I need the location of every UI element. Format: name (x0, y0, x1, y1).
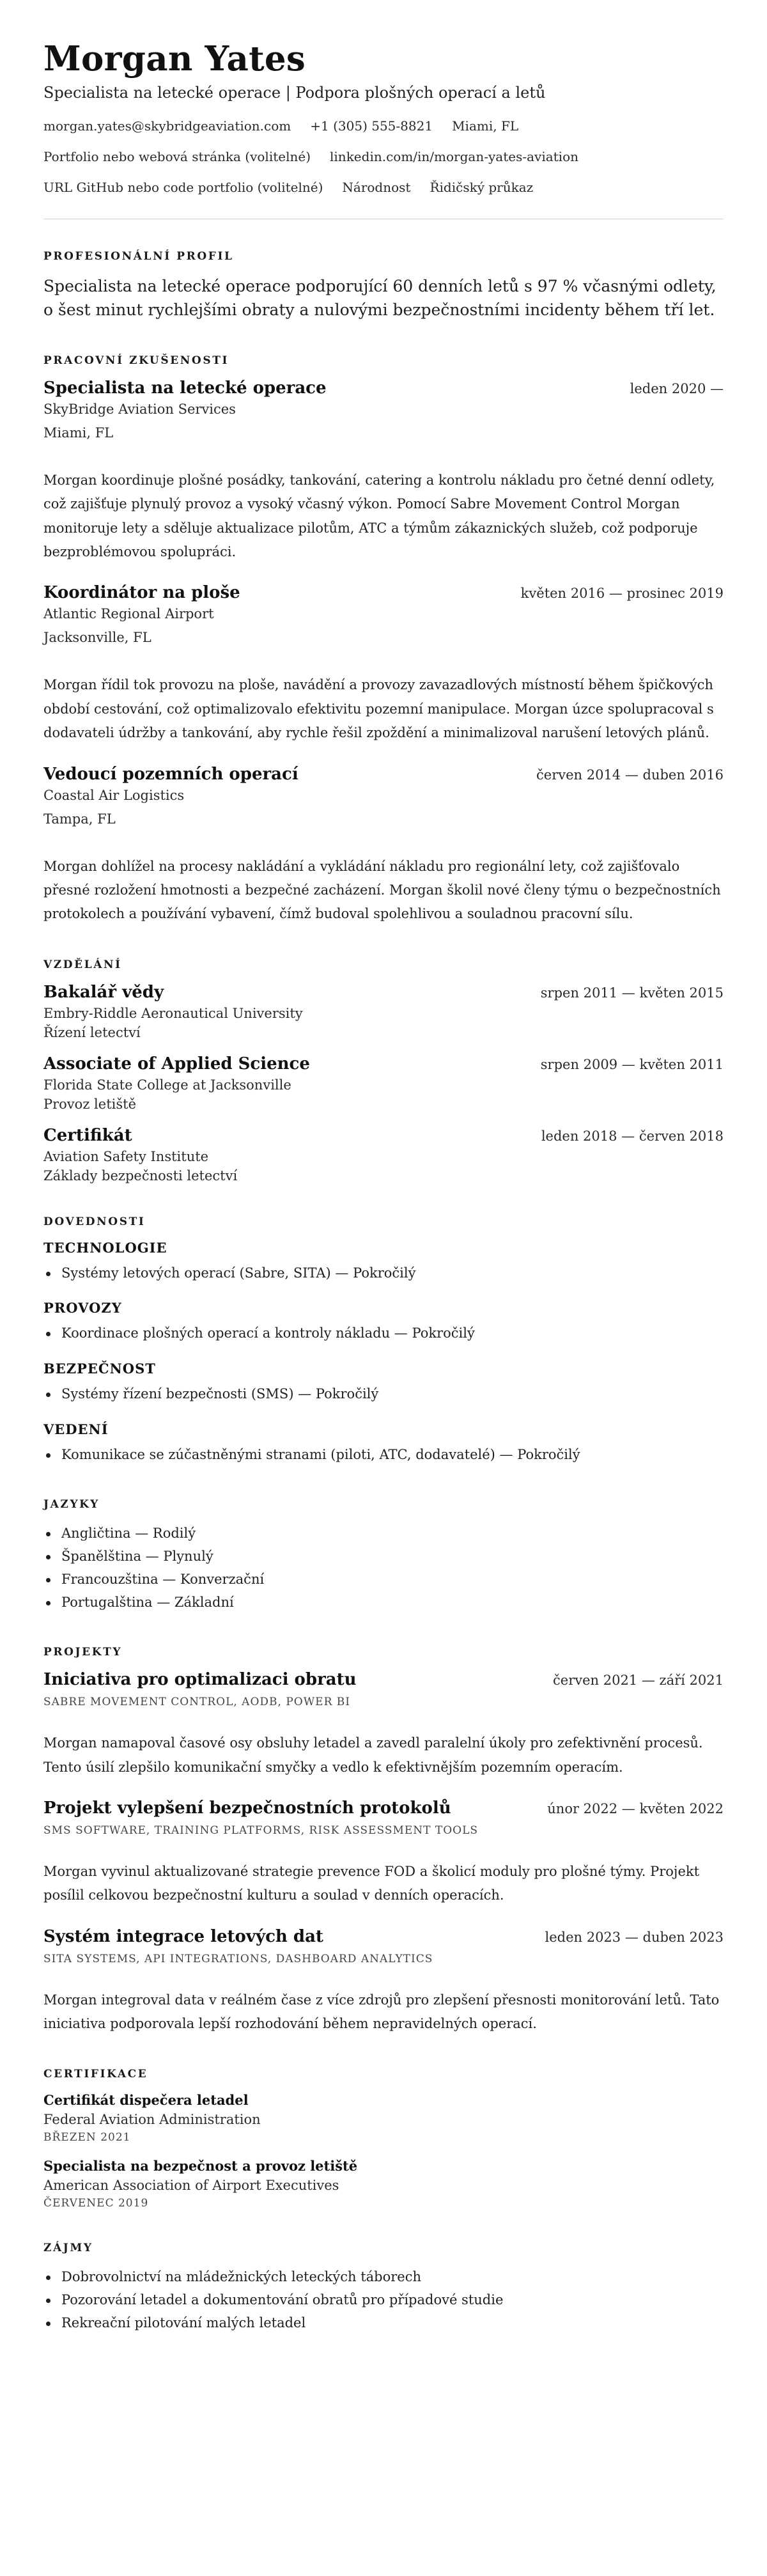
job-company: SkyBridge Aviation Services (43, 401, 236, 417)
section-title-profile: PROFESIONÁLNÍ PROFIL (43, 249, 234, 263)
field-of-study: Provoz letiště (43, 1096, 137, 1112)
degree-title: Associate of Applied Science (43, 1054, 310, 1073)
experience-section (43, 354, 724, 926)
project-dates: únor 2022 — květen 2022 (547, 1800, 724, 1816)
contact-links-row (43, 148, 724, 165)
certification-entry (43, 2158, 724, 2210)
contact-license: Řidičský průkaz (430, 179, 534, 195)
contact-github[interactable]: URL GitHub nebo code portfolio (volitelné) (43, 179, 323, 195)
interest-list (43, 2266, 724, 2334)
contact-row (43, 118, 724, 134)
education-entry (43, 983, 724, 1040)
section-title-experience: PRACOVNÍ ZKUŠENOSTI (43, 354, 229, 367)
language-item: Španělština — Plynulý (43, 1545, 724, 1568)
job-company: Coastal Air Logistics (43, 787, 185, 803)
skill-group-title: VEDENÍ (43, 1421, 109, 1437)
skill-group-title: BEZPEČNOST (43, 1361, 156, 1377)
school-name: Florida State College at Jacksonville (43, 1077, 291, 1093)
education-dates: leden 2018 — červen 2018 (541, 1128, 724, 1144)
profile-section (43, 250, 724, 322)
project-technologies: SITA SYSTEMS, API INTEGRATIONS, DASHBOARD ANALYTICS (43, 1952, 433, 1965)
job-title: Koordinátor na ploše (43, 583, 240, 603)
education-entry (43, 1126, 724, 1183)
education-dates: srpen 2009 — květen 2011 (540, 1056, 724, 1072)
contact-portfolio[interactable]: Portfolio nebo webová stránka (volitelné) (43, 148, 311, 164)
skill-list (43, 1383, 724, 1406)
interest-item: Rekreační pilotování malých letadel (43, 2312, 724, 2335)
skill-group-title: TECHNOLOGIE (43, 1239, 167, 1256)
job-description: Morgan řídil tok provozu na ploše, navádění a provozy zavazadlových místností během špičkových období cestování, což optimalizovalo efektivitu pozemní manipulace. Morgan úzce spolupracoval s dodavateli údržby a tankování, aby rychle řešil zpoždění a minimalizoval narušení letových plánů. (43, 677, 714, 741)
project-technologies: SABRE MOVEMENT CONTROL, AODB, POWER BI (43, 1696, 350, 1709)
skill-group-title: PROVOZY (43, 1300, 122, 1316)
contact-phone[interactable]: +1 (305) 555-8821 (310, 118, 433, 134)
certification-date: BŘEZEN 2021 (43, 2131, 131, 2144)
experience-entry (43, 379, 724, 565)
project-description: Morgan vyvinul aktualizované strategie prevence FOD a školicí moduly pro plošné týmy. Projekt posílil celkovou bezpečnostní kulturu a soulad v denních operacích. (43, 1863, 700, 1903)
job-description: Morgan dohlížel na procesy nakládání a vykládání nákladu pro regionální lety, což zajišťovalo přesné rozložení hmotnosti a bezpečné zacházení. Morgan školil nové členy týmu o bezpečnostních protokolech a používání vybavení, čímž budoval spolehlivou a souladnou pracovní sílu. (43, 858, 721, 922)
skills-section (43, 1215, 724, 1467)
education-section (43, 958, 724, 1183)
language-item: Angličtina — Rodilý (43, 1522, 724, 1545)
contact-linkedin[interactable]: linkedin.com/in/morgan-yates-aviation (330, 148, 578, 164)
project-entry (43, 1799, 724, 1908)
skill-list (43, 1262, 724, 1285)
certification-issuer: Federal Aviation Administration (43, 2112, 261, 2128)
project-technologies: SMS SOFTWARE, TRAINING PLATFORMS, RISK ASSESSMENT TOOLS (43, 1823, 479, 1837)
certification-title: Specialista na bezpečnost a provoz letiště (43, 2158, 358, 2174)
project-entry (43, 1670, 724, 1779)
job-dates: květen 2016 — prosinec 2019 (520, 586, 724, 602)
job-location: Tampa, FL (43, 811, 116, 827)
certification-entry (43, 2092, 724, 2144)
education-entry (43, 1054, 724, 1112)
skill-list (43, 1444, 724, 1467)
degree-title: Bakalář vědy (43, 982, 164, 1002)
contact-email[interactable]: morgan.yates@skybridgeaviation.com (43, 118, 291, 134)
certifications-section (43, 2068, 724, 2210)
section-title-projects: PROJEKTY (43, 1646, 123, 1659)
project-description: Morgan namapoval časové osy obsluhy letadel a zavedl paralelní úkoly pro zefektivnění procesů. Tento úsilí zlepšilo komunikační smyčky a vedlo k efektivnějším pozemním operacím. (43, 1735, 703, 1775)
language-item: Francouzština — Konverzační (43, 1568, 724, 1591)
language-list (43, 1522, 724, 1614)
resume-header (43, 40, 724, 219)
section-title-education: VZDĚLÁNÍ (43, 958, 122, 971)
project-dates: leden 2023 — duben 2023 (545, 1929, 724, 1945)
education-dates: srpen 2011 — květen 2015 (540, 985, 724, 1001)
job-location: Miami, FL (43, 425, 114, 441)
skill-item: Systémy řízení bezpečnosti (SMS) — Pokročilý (43, 1383, 724, 1406)
job-dates: červen 2014 — duben 2016 (536, 767, 724, 783)
skill-list (43, 1322, 724, 1345)
field-of-study: Řízení letectví (43, 1024, 141, 1040)
certification-title: Certifikát dispečera letadel (43, 2092, 249, 2109)
project-entry (43, 1927, 724, 2036)
section-title-interests: ZÁJMY (43, 2242, 93, 2255)
project-title: Iniciativa pro optimalizaci obratu (43, 1670, 357, 1690)
interest-item: Dobrovolnictví na mládežnických leteckých táborech (43, 2266, 724, 2289)
certification-date: ČERVENEC 2019 (43, 2197, 149, 2210)
language-item: Portugalština — Základní (43, 1591, 724, 1614)
project-description: Morgan integroval data v reálném čase z více zdrojů pro zlepšení přesnosti monitorování letů. Tato iniciativa podporovala lepší rozhodování během nepravidelných operací. (43, 1992, 720, 2032)
job-company: Atlantic Regional Airport (43, 606, 214, 622)
profile-summary: Specialista na letecké operace podporující 60 denních letů s 97 % včasnými odlety, o šest minut rychlejšími obraty a nulovými bezpečnostními incidenty během tří let. (43, 276, 717, 320)
job-title: Specialista na letecké operace (43, 378, 327, 398)
interests-section (43, 2242, 724, 2334)
skill-item: Koordinace plošných operací a kontroly nákladu — Pokročilý (43, 1322, 724, 1345)
job-title: Vedoucí pozemních operací (43, 764, 298, 784)
candidate-name: Morgan Yates (43, 39, 306, 79)
experience-entry (43, 583, 724, 745)
certification-issuer: American Association of Airport Executives (43, 2178, 339, 2194)
project-title: Systém integrace letových dat (43, 1926, 323, 1946)
interest-item: Pozorování letadel a dokumentování obratů pro případové studie (43, 2289, 724, 2312)
job-dates: leden 2020 — (630, 380, 724, 396)
section-title-skills: DOVEDNOSTI (43, 1215, 146, 1228)
projects-section (43, 1646, 724, 2036)
project-title: Projekt vylepšení bezpečnostních protokolů (43, 1798, 451, 1818)
school-name: Embry-Riddle Aeronautical University (43, 1005, 303, 1021)
degree-title: Certifikát (43, 1125, 132, 1145)
job-description: Morgan koordinuje plošné posádky, tankování, catering a kontrolu nákladu pro četné denní odlety, což zajišťuje plynulý provoz a vysoký včasný výkon. Pomocí Sabre Movement Control Morgan monitoruje lety a sděluje aktualizace pilotům, ATC a týmům zákaznických služeb, což podporuje bezproblémovou spolupráci. (43, 472, 715, 560)
languages-section (43, 1498, 724, 1614)
candidate-headline: Specialista na letecké operace | Podpora plošných operací a letů (43, 83, 546, 102)
field-of-study: Základy bezpečnosti letectví (43, 1167, 238, 1183)
section-title-languages: JAZYKY (43, 1498, 100, 1511)
skill-item: Systémy letových operací (Sabre, SITA) — Pokročilý (43, 1262, 724, 1285)
contact-location: Miami, FL (452, 118, 519, 134)
skill-item: Komunikace se zúčastněnými stranami (piloti, ATC, dodavatelé) — Pokročilý (43, 1444, 724, 1467)
experience-entry (43, 765, 724, 926)
school-name: Aviation Safety Institute (43, 1148, 209, 1164)
contact-extra-row (43, 179, 724, 196)
contact-nationality: Národnost (342, 179, 411, 195)
section-title-certifications: CERTIFIKACE (43, 2068, 148, 2081)
project-dates: červen 2021 — září 2021 (553, 1673, 724, 1689)
job-location: Jacksonville, FL (43, 630, 151, 646)
